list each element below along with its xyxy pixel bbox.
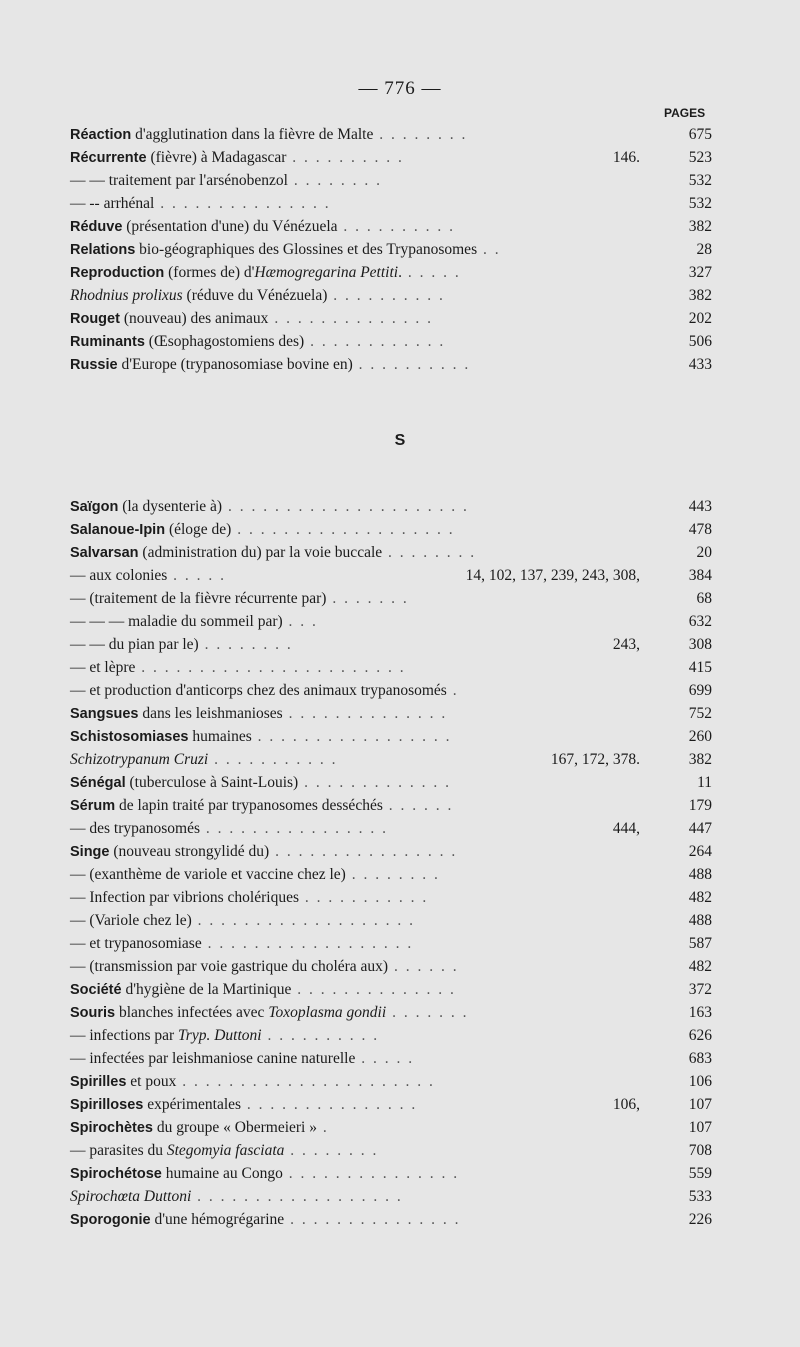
entry-page-number: 382 [688, 218, 712, 235]
entry-text [70, 748, 337, 771]
index-entry [0, 610, 800, 633]
entry-description: dans les leishmanioses [138, 705, 283, 722]
leader-dots: . . . . . [167, 567, 227, 584]
entry-description: — et lèpre [70, 659, 136, 676]
entry-headword: Société [70, 982, 122, 998]
entry-description: du groupe « Obermeieri » [153, 1119, 317, 1136]
entry-page-number: 20 [696, 544, 712, 561]
entry-headword: Reproduction [70, 265, 165, 281]
entry-headword: Sérum [70, 798, 116, 814]
entry-additional-pages: 146. [612, 149, 640, 166]
index-entry [0, 307, 800, 330]
leader-dots: . . . . . . . . [382, 544, 477, 561]
index-entry [0, 932, 800, 955]
index-entry [0, 1047, 800, 1070]
entry-page-number: 523 [688, 149, 712, 166]
entry-description: (nouveau strongylidé du) [109, 843, 270, 860]
index-entry [0, 169, 800, 192]
entry-text [70, 1093, 417, 1117]
leader-dots: . . . . . . . . . . [286, 149, 404, 166]
index-entry [0, 518, 800, 541]
entry-description: — — du pian par le) [70, 636, 199, 653]
leader-dots: . . . . . . . . . . [337, 218, 456, 235]
entry-headword: Spirochètes [70, 1120, 153, 1136]
index-entry [0, 1093, 800, 1116]
entry-page-number: 202 [688, 310, 712, 327]
entry-page-number: 384 [688, 567, 712, 584]
index-entry [0, 238, 800, 261]
entry-page-number: 226 [688, 1211, 712, 1228]
leader-dots: . . . . . . . . . . [352, 356, 471, 373]
entry-description: d'agglutination dans la fièvre de Malte [131, 126, 374, 143]
entry-text [70, 261, 461, 285]
entry-text [70, 1185, 403, 1208]
entry-text [70, 564, 226, 587]
entry-text [70, 330, 445, 354]
entry-description: d'une hémogrégarine [150, 1211, 285, 1228]
index-entry [0, 587, 800, 610]
entry-headword: Ruminants [70, 334, 145, 350]
index-entry [0, 748, 800, 771]
entry-page-number: 699 [688, 682, 712, 699]
entry-page-number: 532 [688, 195, 712, 212]
entry-page-number: 675 [688, 126, 712, 143]
entry-text [70, 794, 453, 818]
entry-text [70, 123, 467, 147]
entry-text [70, 1001, 468, 1025]
entry-text [70, 169, 382, 192]
index-entry [0, 1001, 800, 1024]
entry-page-number: 107 [688, 1096, 712, 1113]
entry-description: — — traitement par l'arsénobenzol [70, 172, 288, 189]
index-entry [0, 284, 800, 307]
entry-headword: Saïgon [70, 499, 119, 515]
entry-additional-pages: 14, 102, 137, 239, 243, 308, [465, 567, 640, 584]
leader-dots: . . . . . . . [326, 590, 409, 607]
entry-text [70, 633, 293, 656]
entry-headword: Réaction [70, 127, 132, 143]
entry-description: — infections par [70, 1027, 179, 1044]
entry-description: (réduve du Vénézuela) [182, 287, 328, 304]
entry-description: (nouveau) des animaux [119, 310, 269, 327]
entry-page-number: 488 [688, 866, 712, 883]
entry-page-number: 683 [688, 1050, 712, 1067]
entry-page-number: 28 [696, 241, 712, 258]
entry-species-name: Hæmogregarina Pettiti [254, 264, 399, 281]
entry-description: de lapin traité par trypanosomes desséchés [115, 797, 383, 814]
entry-text [70, 656, 406, 679]
entry-punctuation: . [398, 264, 402, 281]
index-entry [0, 656, 800, 679]
entry-text [70, 725, 452, 749]
index-entry [0, 564, 800, 587]
entry-page-number: 179 [688, 797, 712, 814]
entry-page-number: 626 [688, 1027, 712, 1044]
index-entry [0, 330, 800, 353]
entry-page-number: 478 [688, 521, 712, 538]
section-letter-s: S [394, 432, 406, 449]
index-entry [0, 955, 800, 978]
entry-description: et poux [126, 1073, 177, 1090]
leader-dots: . . . . . . . . . . . . . . . . . . [191, 1188, 403, 1205]
leader-dots: . . . . . . . . . . [327, 287, 445, 304]
entry-description: — (transmission par voie gastrique du choléra aux) [70, 958, 389, 975]
entry-description: — des trypanosomés [70, 820, 201, 837]
entry-text [70, 955, 459, 978]
entry-text [70, 284, 445, 307]
entry-headword-italic: Rhodnius prolixus [70, 287, 183, 304]
leader-dots: . . . . . [355, 1050, 415, 1067]
entry-description: (présentation d'une) du Vénézuela [122, 218, 338, 235]
index-entry [0, 702, 800, 725]
entry-page-number: 532 [688, 172, 712, 189]
leader-dots: . . . . . . . . . . . . . . [291, 981, 456, 998]
entry-text [70, 679, 459, 702]
leader-dots: . . . . . . . . . . . . . . . . . . . . . [222, 498, 469, 515]
leader-dots: . [317, 1119, 329, 1136]
index-entry [0, 1139, 800, 1162]
entry-headword: Réduve [70, 219, 123, 235]
index-section-r [0, 123, 800, 376]
page-number: — 776 — [358, 78, 442, 99]
entry-description: bio-géographiques des Glossines et des Trypanosomes [135, 241, 478, 258]
index-entry [0, 495, 800, 518]
entry-page-number: 415 [688, 659, 712, 676]
entry-page-number: 752 [688, 705, 712, 722]
entry-page-number: 68 [696, 590, 712, 607]
entry-description: (éloge de) [165, 521, 232, 538]
entry-description: expérimentales [143, 1096, 242, 1113]
entry-page-number: 447 [688, 820, 712, 837]
entry-description: (administration du) par la voie buccale [138, 544, 383, 561]
index-entry [0, 1162, 800, 1185]
entry-text [70, 353, 470, 377]
entry-page-number: 382 [688, 751, 712, 768]
entry-page-number: 708 [688, 1142, 712, 1159]
entry-headword: Spirilles [70, 1074, 127, 1090]
entry-description: — (Variole chez le) [70, 912, 192, 929]
entry-headword: Salanoue-Ipin [70, 522, 166, 538]
entry-page-number: 163 [688, 1004, 712, 1021]
entry-text [70, 192, 331, 215]
leader-dots: . . . . . . . . [198, 636, 293, 653]
entry-additional-pages: 243, [612, 636, 640, 653]
index-entry [0, 353, 800, 376]
index-entry [0, 978, 800, 1001]
index-entry [0, 146, 800, 169]
entry-description: (Œsophagostomiens des) [144, 333, 305, 350]
index-entry [0, 794, 800, 817]
entry-description: humaines [188, 728, 252, 745]
entry-description: — et production d'anticorps chez des animaux trypanosomés [70, 682, 447, 699]
leader-dots: . . . . . [401, 264, 461, 281]
leader-dots: . . [477, 241, 501, 258]
leader-dots: . . . . . . . . . . . . . . . . . [251, 728, 452, 745]
entry-additional-pages: 444, [612, 820, 640, 837]
leader-dots: . . . . . . . . . . . . . . . . . . . [191, 912, 416, 929]
entry-text [70, 238, 501, 262]
entry-text [70, 702, 447, 726]
leader-dots: . . . . . . . . [373, 126, 468, 143]
entry-text [70, 886, 428, 909]
entry-headword: Sénégal [70, 775, 126, 791]
entry-page-number: 308 [688, 636, 712, 653]
leader-dots: . . . [282, 613, 318, 630]
entry-description: (tuberculose à Saint-Louis) [125, 774, 299, 791]
entry-description: blanches infectées avec [115, 1004, 269, 1021]
entry-text [70, 863, 440, 886]
index-entry [0, 541, 800, 564]
entry-text [70, 146, 404, 170]
entry-headword: Russie [70, 357, 118, 373]
entry-text [70, 840, 457, 864]
leader-dots: . . . . . . . . . . . . . . [282, 705, 448, 722]
entry-description: — (traitement de la fièvre récurrente par) [70, 590, 327, 607]
entry-headword-italic: Spirochœta Duttoni [70, 1188, 192, 1205]
leader-dots: . . . . . . . . . . . . . . . [284, 1211, 461, 1228]
entry-additional-pages: 167, 172, 378. [550, 751, 640, 768]
entry-text [70, 215, 455, 239]
entry-text [70, 978, 456, 1002]
leader-dots: . . . . . . . . . . . . . [298, 774, 451, 791]
index-entry [0, 261, 800, 284]
entry-text [70, 817, 388, 840]
index-entry [0, 1116, 800, 1139]
entry-text [70, 610, 318, 633]
index-entry [0, 817, 800, 840]
entry-headword: Relations [70, 242, 136, 258]
entry-text [70, 932, 413, 955]
index-entry [0, 215, 800, 238]
leader-dots: . . . . . . . . . . . . . . [268, 310, 433, 327]
entry-page-number: 632 [688, 613, 712, 630]
leader-dots: . . . . . . [388, 958, 459, 975]
entry-description: — et trypanosomiase [70, 935, 202, 952]
entry-description: (fièvre) à Madagascar [146, 149, 287, 166]
entry-headword: Sangsues [70, 706, 139, 722]
entry-headword: Salvarsan [70, 545, 139, 561]
entry-species-name: Stegomyia fasciata [166, 1142, 285, 1159]
leader-dots: . [446, 682, 459, 699]
entry-text [70, 541, 476, 565]
entry-species-name: Toxoplasma gondii [268, 1004, 387, 1021]
entry-page-number: 506 [688, 333, 712, 350]
entry-page-number: 443 [688, 498, 712, 515]
index-entry [0, 840, 800, 863]
entry-headword: Récurrente [70, 150, 147, 166]
entry-description: — Infection par vibrions cholériques [70, 889, 299, 906]
entry-description: (formes de) d' [164, 264, 255, 281]
entry-text [70, 909, 415, 932]
index-entry [0, 1208, 800, 1231]
index-entry [0, 1185, 800, 1208]
leader-dots: . . . . . . . . . . . . [304, 333, 446, 350]
entry-text [70, 587, 409, 610]
leader-dots: . . . . . . . . . . . . . . . . . . . . . . [176, 1073, 435, 1090]
entry-page-number: 559 [688, 1165, 712, 1182]
index-entry [0, 863, 800, 886]
entry-text [70, 518, 455, 542]
leader-dots: . . . . . . . . . . . . . . . [282, 1165, 460, 1182]
entry-description: — (exanthème de variole et vaccine chez le) [70, 866, 346, 883]
entry-page-number: 533 [688, 1188, 712, 1205]
entry-description: humaine au Congo [161, 1165, 283, 1182]
index-entry [0, 725, 800, 748]
entry-description: d'Europe (trypanosomiase bovine en) [117, 356, 353, 373]
entry-text [70, 1208, 460, 1232]
entry-headword: Spirilloses [70, 1097, 144, 1113]
leader-dots: . . . . . . . . . . . . . . . . [200, 820, 389, 837]
entry-text [70, 1139, 378, 1162]
entry-text [70, 1162, 459, 1186]
index-entry [0, 192, 800, 215]
entry-page-number: 587 [688, 935, 712, 952]
leader-dots: . . . . . . . . . . . . . . . [154, 195, 331, 212]
entry-headword: Schistosomiases [70, 729, 189, 745]
leader-dots: . . . . . . . . . . . . . . . . . . [201, 935, 414, 952]
entry-text [70, 771, 451, 795]
index-entry [0, 123, 800, 146]
entry-headword: Spirochétose [70, 1166, 162, 1182]
entry-headword: Souris [70, 1005, 116, 1021]
entry-page-number: 482 [688, 958, 712, 975]
leader-dots: . . . . . . . . [288, 172, 382, 189]
entry-text [70, 1070, 435, 1094]
leader-dots: . . . . . . . . . . . . . . . . [269, 843, 458, 860]
pages-column-label: PAGES [664, 106, 706, 120]
leader-dots: . . . . . . . . . . . . . . . [241, 1096, 418, 1113]
leader-dots: . . . . . . . . . . [261, 1027, 380, 1044]
entry-description: d'hygiène de la Martinique [121, 981, 292, 998]
entry-description: — infectées par leishmaniose canine naturelle [70, 1050, 356, 1067]
entry-description: (la dysenterie à) [118, 498, 223, 515]
index-section-s [0, 495, 800, 1231]
leader-dots: . . . . . . . . . . . . . . . . . . . [231, 521, 455, 538]
entry-description: — parasites du [70, 1142, 167, 1159]
index-entry [0, 1024, 800, 1047]
entry-page-number: 433 [688, 356, 712, 373]
entry-page-number: 106 [688, 1073, 712, 1090]
entry-description: — aux colonies [70, 567, 168, 584]
index-entry [0, 909, 800, 932]
entry-page-number: 482 [688, 889, 712, 906]
index-entry [0, 633, 800, 656]
entry-text [70, 307, 433, 331]
entry-page-number: 488 [688, 912, 712, 929]
entry-description: — -- arrhénal [70, 195, 155, 212]
leader-dots: . . . . . . . . [284, 1142, 379, 1159]
entry-headword: Rouget [70, 311, 120, 327]
entry-species-name: Tryp. Duttoni [178, 1027, 262, 1044]
entry-text [70, 1024, 379, 1047]
entry-page-number: 264 [688, 843, 712, 860]
index-entry [0, 679, 800, 702]
leader-dots: . . . . . . . . . . . . . . . . . . . . . . . [135, 659, 406, 676]
leader-dots: . . . . . . [382, 797, 454, 814]
entry-page-number: 11 [697, 774, 712, 791]
entry-headword-italic: Schizotrypanum Cruzi [70, 751, 209, 768]
entry-text [70, 495, 469, 519]
entry-page-number: 372 [688, 981, 712, 998]
entry-page-number: 107 [688, 1119, 712, 1136]
index-entry [0, 771, 800, 794]
entry-page-number: 382 [688, 287, 712, 304]
entry-description: — — — maladie du sommeil par) [70, 613, 283, 630]
entry-headword: Sporogonie [70, 1212, 151, 1228]
leader-dots: . . . . . . . . . . . [299, 889, 429, 906]
entry-headword: Singe [70, 844, 110, 860]
entry-page-number: 327 [688, 264, 712, 281]
entry-additional-pages: 106, [612, 1096, 640, 1113]
leader-dots: . . . . . . . [386, 1004, 469, 1021]
entry-page-number: 260 [688, 728, 712, 745]
leader-dots: . . . . . . . . [345, 866, 440, 883]
entry-text [70, 1116, 329, 1140]
index-entry [0, 886, 800, 909]
entry-text [70, 1047, 414, 1070]
index-entry [0, 1070, 800, 1093]
leader-dots: . . . . . . . . . . . [208, 751, 338, 768]
